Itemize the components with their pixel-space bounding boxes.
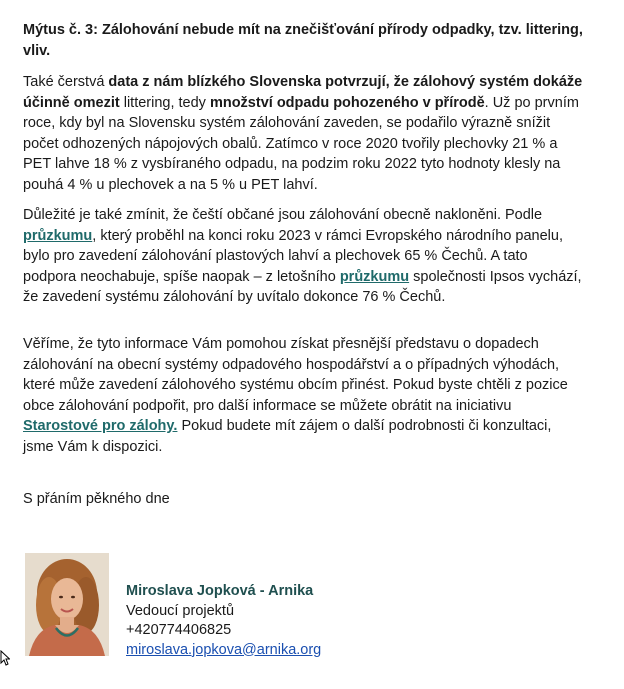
p2-text-1: Důležité je také zmínit, že čeští občané jsou zálohování obecně nakloněni. Podle <box>23 207 543 223</box>
myth-heading: Mýtus č. 3: Zálohování nebude mít na znečišťování přírody odpadky, tzv. littering, vliv. <box>23 22 583 59</box>
p3-text-1: Věříme, že tyto informace Vám pomohou získat přesnější představu o dopadech zálohování na obecní systémy odpadového hospodářství a o případných výhodách, které může zavedení zálohového systému obcím přinést. Pokud byste chtěli z pozice obce zálohování podpořit, pro další informace se můžete obrátit na iniciativu <box>23 336 568 414</box>
signature-block <box>126 582 321 660</box>
p2-text-3: společnosti Ipsos vychází, že zavedení systému zálohování by uvítalo dokonce 76 % Čechů. <box>23 268 582 305</box>
greeting: S přáním pěkného dne <box>23 491 170 507</box>
p1-text-3: . Už po prvním roce, kdy byl na Slovensku systém zálohování zaveden, se podařilo výrazně snížit počet odhozených nápojových obalů. Zatímco v roce 2020 tvořily plechovky 21 % a PET lahve 18 % z vysbíraného odpadu, na podzim roku 2022 tyto hodnoty klesly na pouhá 4 % u plechovek a na 5 % u PET lahví. <box>23 94 579 193</box>
p1-text-1: Také čerstvá <box>23 74 109 90</box>
mouse-cursor-icon <box>0 650 10 666</box>
signature-role: Vedoucí projektů <box>126 602 235 619</box>
p1-bold-1: data z nám blízkého Slovenska potvrzují, že zálohový systém dokáže účinně omezit <box>23 74 583 111</box>
paragraph-public-support <box>23 205 583 308</box>
signature-phone: +420774406825 <box>126 622 232 638</box>
signature-email-link[interactable]: miroslava.jopkova@arnika.org <box>126 641 322 658</box>
p1-bold-2: množství odpadu pohozeného v přírodě <box>209 94 485 111</box>
signature-name: Miroslava Jopková - Arnika <box>126 583 314 599</box>
paragraph-closing <box>23 334 583 457</box>
p3-text-2: Pokud budete mít zájem o další podrobnosti či konzultaci, jsme Vám k dispozici. <box>23 418 552 455</box>
starostove-link[interactable]: Starostové pro zálohy. <box>23 418 178 434</box>
p1-text-2: littering, tedy <box>119 94 210 111</box>
paragraph-slovakia-data <box>23 72 583 195</box>
survey-link-1[interactable]: průzkumu <box>23 227 93 244</box>
survey-link-2[interactable]: průzkumu <box>339 268 410 285</box>
portrait-photo <box>25 553 109 656</box>
p2-text-2: , který proběhl na konci roku 2023 v rámci Evropského národního panelu, bylo pro zavedení zálohování plastových lahví a plechovek 65 % Čechů. A tato podpora neochabuje, spíše naopak – z letošního <box>23 227 564 285</box>
